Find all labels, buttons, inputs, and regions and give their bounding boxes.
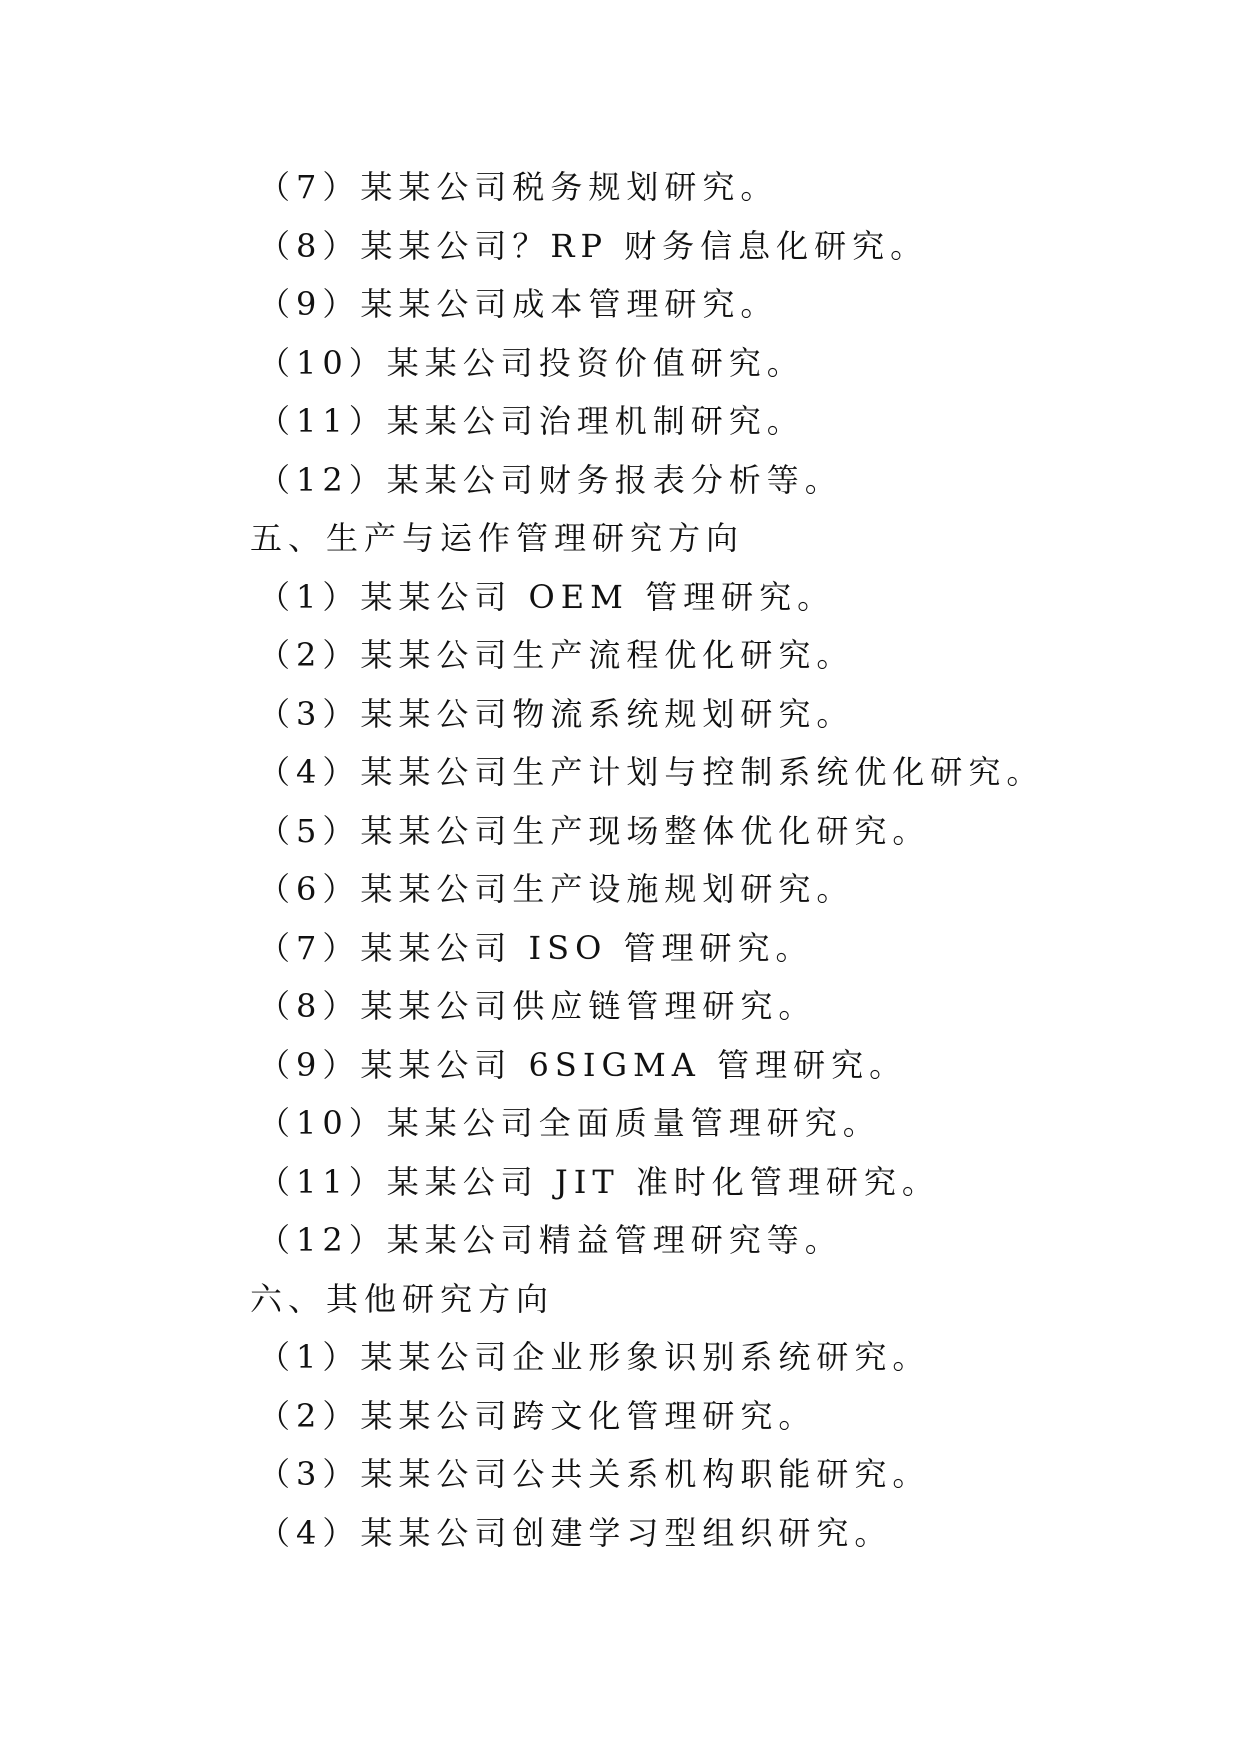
- list-item: （2）某某公司生产流程优化研究。: [258, 636, 855, 674]
- list-item: （2）某某公司跨文化管理研究。: [258, 1396, 817, 1435]
- list-item: （7）某某公司税务规划研究。: [258, 168, 779, 206]
- list-item: （3）某某公司公共关系机构职能研究。: [258, 1455, 931, 1493]
- section-heading: 六、其他研究方向: [250, 1279, 555, 1318]
- section-heading: 五、生产与运作管理研究方向: [250, 519, 745, 557]
- list-item: （8）某某公司供应链管理研究。: [258, 987, 817, 1025]
- list-item: （10）某某公司投资价值研究。: [258, 343, 805, 382]
- list-item: （11）某某公司治理机制研究。: [258, 402, 805, 440]
- list-item: （4）某某公司创建学习型组织研究。: [258, 1513, 893, 1552]
- list-item: （3）某某公司物流系统规划研究。: [258, 694, 855, 733]
- list-item: （9）某某公司 6SIGMA 管理研究。: [258, 1045, 908, 1084]
- list-item: （8）某某公司？RP 财务信息化研究。: [258, 226, 929, 265]
- list-item: （12）某某公司精益管理研究等。: [258, 1221, 843, 1259]
- list-item: （5）某某公司生产现场整体优化研究。: [258, 811, 931, 850]
- document-body: [250, 158, 1158, 1562]
- list-item: （6）某某公司生产设施规划研究。: [258, 870, 855, 908]
- list-item: （11）某某公司 JIT 准时化管理研究。: [258, 1162, 940, 1201]
- list-item: （1）某某公司 OEM 管理研究。: [258, 577, 836, 616]
- list-item: （9）某某公司成本管理研究。: [258, 285, 779, 323]
- list-item: （1）某某公司企业形象识别系统研究。: [258, 1338, 931, 1376]
- list-item: （4）某某公司生产计划与控制系统优化研究。: [258, 753, 1045, 791]
- list-item: （7）某某公司 ISO 管理研究。: [258, 928, 814, 967]
- list-item: （12）某某公司财务报表分析等。: [258, 460, 843, 499]
- list-item: （10）某某公司全面质量管理研究。: [258, 1104, 881, 1142]
